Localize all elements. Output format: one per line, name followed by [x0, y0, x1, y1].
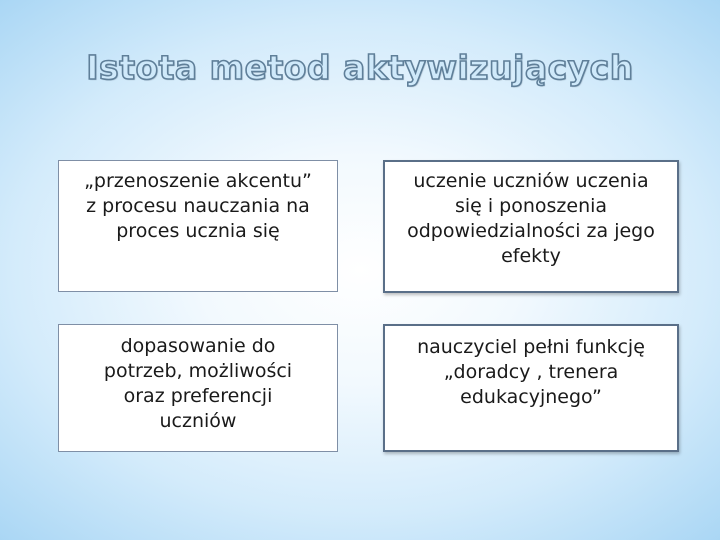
card-dopasowanie: [58, 324, 338, 452]
card-line: z procesu nauczania na: [86, 195, 310, 217]
card-text: [84, 169, 312, 244]
card-line: nauczyciel pełni funkcję: [417, 336, 645, 358]
card-line: dopasowanie do: [120, 335, 276, 357]
card-nauczyciel-doradca: [383, 324, 679, 452]
card-text: [417, 335, 645, 410]
card-line: „doradcy , trenera: [443, 361, 619, 383]
slide-title: Istota metod aktywizujących: [86, 48, 634, 87]
card-text: [104, 334, 292, 434]
card-text: [407, 169, 655, 269]
card-line: proces ucznia się: [116, 220, 280, 242]
card-przenoszenie-akcentu: [58, 160, 338, 292]
card-line: edukacyjnego”: [460, 386, 602, 408]
card-line: odpowiedzialności za jego: [407, 220, 655, 242]
card-line: uczniów: [159, 410, 237, 432]
card-uczenie-uczniow: [383, 160, 679, 293]
card-line: efekty: [501, 245, 561, 267]
card-line: „przenoszenie akcentu”: [84, 170, 312, 192]
card-line: się i ponoszenia: [454, 195, 608, 217]
card-line: uczenie uczniów uczenia: [413, 170, 649, 192]
card-line: potrzeb, możliwości: [103, 360, 293, 382]
card-line: oraz preferencji: [123, 385, 273, 407]
